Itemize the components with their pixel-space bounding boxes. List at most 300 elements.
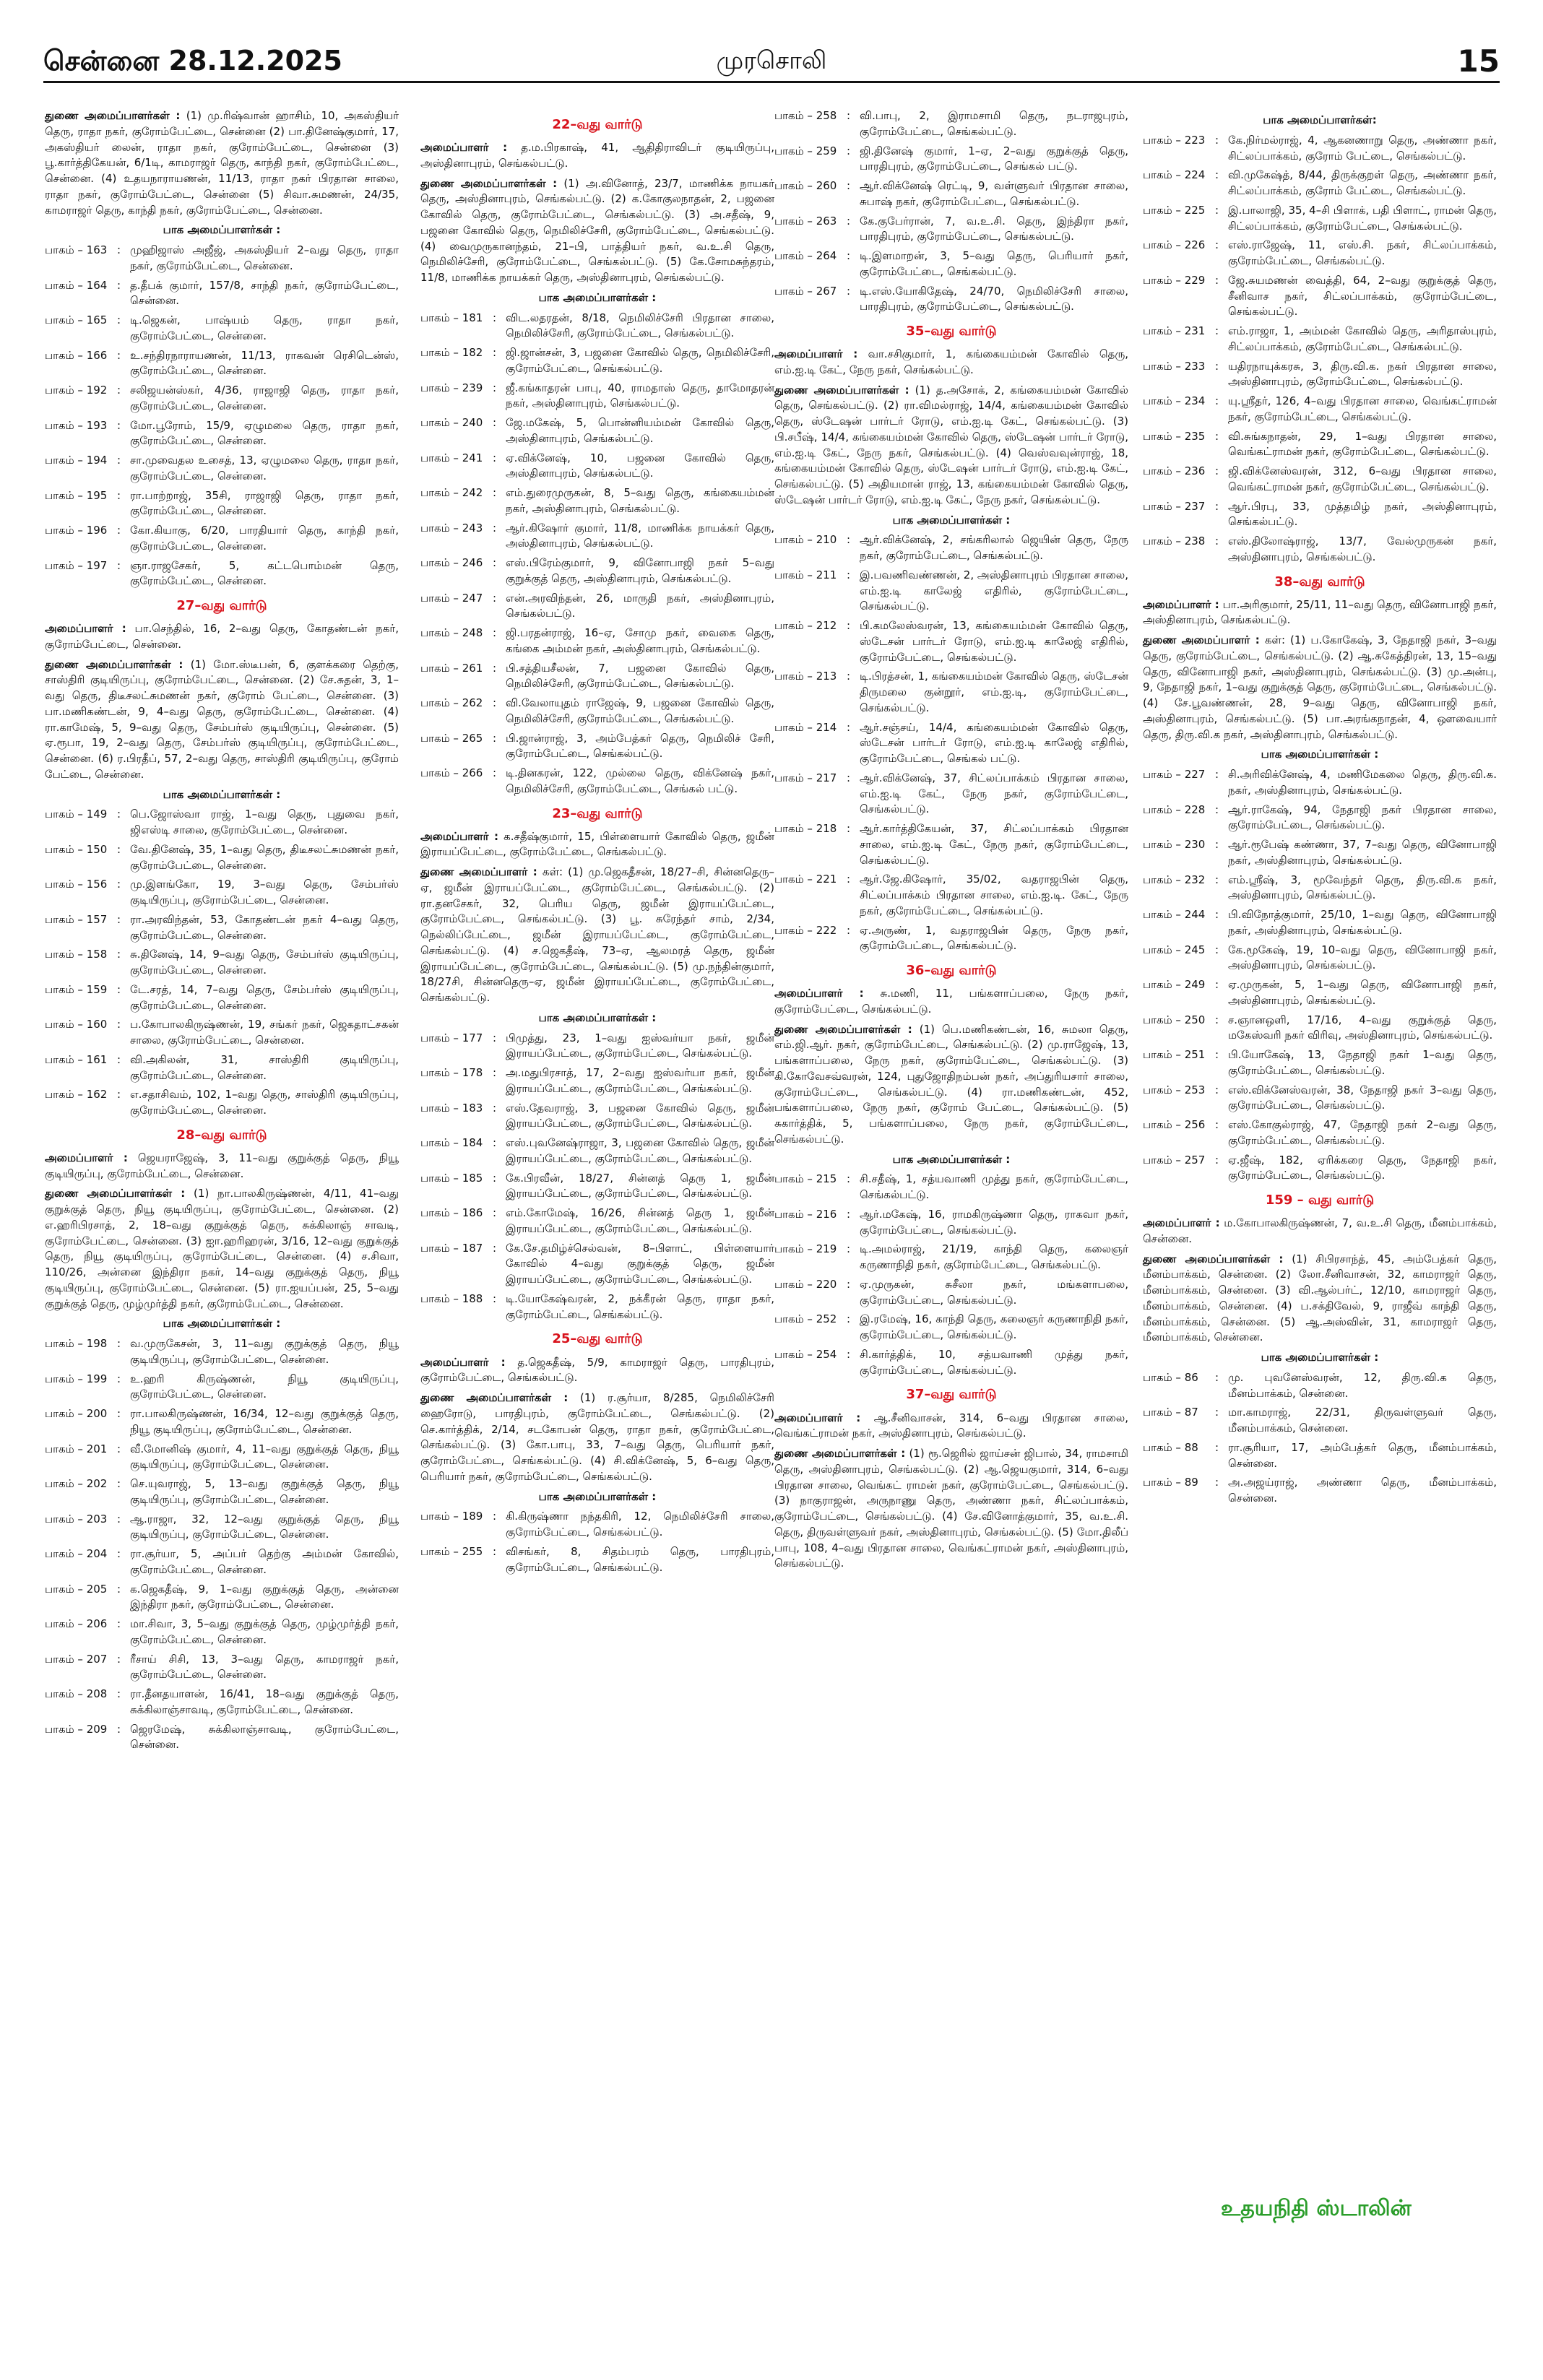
booth-number: பாகம் – 150 [45, 842, 108, 856]
newspaper-title: முரசொலி [716, 46, 827, 75]
booth-number: பாகம் – 204 [45, 1547, 108, 1561]
list-item [1143, 1083, 1497, 1115]
separator: : [1215, 1370, 1219, 1384]
member-details: ரீசாய் சிசி, 13, 3–வது தெரு, காமராஜர் நகர், குரோம்பேட்டை, சென்னை. [130, 1652, 399, 1682]
role-label: துணை அமைப்பாளர்கள் : [774, 1022, 912, 1036]
booth-number: பாகம் – 251 [1143, 1048, 1206, 1062]
booth-number: பாகம் – 267 [774, 284, 837, 298]
appointment-text: பா.செந்தில், 16, 2–வது தெரு, கோதண்டன் நகர், குரோம்பேட்டை, சென்னை. [45, 622, 399, 651]
separator: : [1215, 908, 1219, 922]
member-details: சா.முவைதல உசைத், 13, ஏழுமலை தெரு, ராதா நகர், குரோம்பேட்டை, சென்னை. [130, 454, 399, 483]
appointment-text: ம.கோபாலகிருஷ்ணன், 7, வ.உ.சி தெரு, மீனம்பாக்கம், சென்னை. [1143, 1216, 1497, 1245]
list-item [1143, 1405, 1497, 1437]
member-details: பி.ஜான்ராஜ், 3, அம்பேத்கர் தெரு, நெமிலிச் சேரி, குரோம்பேட்டை, செங்கல்பட்டு. [506, 731, 774, 761]
ward-heading: 25–வது வார்டு [552, 1331, 643, 1347]
separator: : [847, 873, 851, 886]
list-item [420, 626, 774, 657]
separator: : [847, 1242, 851, 1256]
list-item [420, 555, 774, 587]
column-1 [45, 108, 399, 1757]
list-item [420, 1509, 774, 1541]
booth-number: பாகம் – 161 [45, 1052, 108, 1066]
ward-heading: 37–வது வார்டு [906, 1387, 997, 1403]
booth-number: பாகம் – 258 [774, 109, 837, 122]
city-date: சென்னை 28.12.2025 [43, 45, 342, 77]
separator: : [847, 1312, 851, 1326]
booth-number: பாகம் – 194 [45, 454, 108, 467]
separator: : [847, 771, 851, 784]
appointment-text: கள்: (1) மு.ஜெகதீசன், 18/27–சி, சின்னதெரு–ஏ, ஜமீன் இராயப்பேட்டை, குரோம்பேட்டை, செங்கல்பட்டு. (2) ரா.தனசேகர், 32, பெரிய தெரு, ஜமீன் இராயப்பேட்டை, குரோம்பேட்டை, செங்கல்பட்டு. (3) பூ. சுரேந்தர் சாம், 2/34, நெல்லிப்பேட்டை, ஜமீன் இராயப்பேட்டை, குரோம்பேட்டை, செங்கல்பட்டு. (4) ச.ஜெகதீஷ், 73–ஏ, ஆலமரத் தெரு, ஜமீன் இராயப்பேட்டை, குரோம்பேட்டை, செங்கல்பட்டு. (5) மு.நந்தின்குமார், 18/27சி, சின்னதெரு–ஏ, ஜமீன் இராயப்பேட்டை, குரோம்பேட்டை, செங்கல்பட்டு. [420, 865, 775, 1005]
appointment-text: (1) அ.வினோத், 23/7, மாணிக்க நாயகர் தெரு, அஸ்தினாபுரம், செங்கல்பட்டு. (2) க.கோகுலநாதன், 2, பஜனை கோவில் தெரு, குரோம்பேட்டை, செங்கல்பட்டு. (3) அ.சதீஷ், 9, பஜனை கோவில் தெரு, நெமிலிச்சேரி, குரோம்பேட்டை, செங்கல்பட்டு. (4) வைமுருகானந்தம், 21–பி, பாத்தியர் நகர், வ.உ.சி தெரு, நெமிலிச்சேரி, குரோம்பேட்டை, செங்கல்பட்டு. (5) கே.சோமசுந்தரம், 11/8, மாணிக்க நாயக்கர் தெரு, அஸ்தினாபுரம், செங்கல்பட்டு. [420, 176, 774, 285]
separator: : [117, 384, 121, 397]
list-item [774, 1277, 1128, 1309]
separator: : [493, 556, 497, 570]
list-item [774, 1347, 1128, 1379]
list-item [1143, 238, 1497, 269]
list-item [420, 661, 774, 693]
member-details: ஆர்.ராகேஷ், 94, நேதாஜி நகர் பிரதான சாலை, குரோம்பேட்டை, செங்கல்பட்டு. [1228, 802, 1497, 832]
list-item [1143, 203, 1497, 235]
section-subheading: பாக அமைப்பாளர்கள் : [1261, 1351, 1379, 1364]
role-label: துணை அமைப்பாளர்கள் : [774, 383, 909, 397]
list-item [45, 912, 399, 944]
separator: : [1215, 1440, 1219, 1454]
booth-number: பாகம் – 208 [45, 1687, 108, 1701]
booth-number: பாகம் – 232 [1143, 873, 1206, 886]
separator: : [117, 1088, 121, 1102]
booth-number: பாகம் – 201 [45, 1442, 108, 1455]
role-label: துணை அமைப்பாளர்கள் : [420, 176, 558, 190]
list-item [420, 731, 774, 763]
section-subheading: பாக அமைப்பாளர்கள் : [892, 513, 1011, 527]
appointment-text: த.ஜெகதீஷ், 5/9, காமராஜர் தெரு, பாரதிபுரம், குரோம்பேட்டை, செங்கல்பட்டு. [420, 1355, 774, 1385]
appointment-text: வா.சசிகுமார், 1, கங்கையம்மன் கோவில் தெரு, எம்.ஐ.டி கேட், நேரு நகர், செங்கல்பட்டு. [774, 347, 1128, 376]
member-details: ரா.பாற்றாஜ், 35சி, ராஜாஜி தெரு, ராதா நகர், குரோம்பேட்டை, சென்னை. [130, 488, 399, 518]
list-item [1143, 907, 1497, 939]
separator: : [1215, 873, 1219, 886]
separator: : [117, 1652, 121, 1666]
separator: : [1215, 464, 1219, 477]
role-label: துணை அமைப்பாளர்கள் : [420, 1391, 569, 1405]
separator: : [493, 416, 497, 430]
member-details: த.தீபக் குமார், 157/8, சாந்தி நகர், குரோம்பேட்டை, சென்னை. [130, 278, 399, 308]
booth-number: பாகம் – 86 [1143, 1370, 1198, 1384]
list-item [45, 558, 399, 590]
list-item [45, 383, 399, 415]
separator: : [1215, 133, 1219, 147]
list-item [45, 1687, 399, 1718]
separator: : [117, 1512, 121, 1526]
separator: : [1215, 168, 1219, 182]
role-label: அமைப்பாளர் : [774, 987, 864, 1000]
member-details: மோ.பூரோம், 15/9, ஏழுமலை தெரு, ராதா நகர், குரோம்பேட்டை, சென்னை. [130, 418, 399, 448]
member-details: எஸ்.தேவராஜ், 3, பஜனை கோவில் தெரு, ஜமீன் இராயப்பேட்டை, குரோம்பேட்டை, செங்கல்பட்டு. [506, 1101, 774, 1130]
booth-number: பாகம் – 219 [774, 1242, 837, 1256]
member-details: சி.கார்த்திக், 10, சத்யவாணி முத்து நகர், குரோம்பேட்டை, செங்கல்பட்டு. [860, 1347, 1128, 1377]
booth-number: பாகம் – 248 [420, 626, 483, 640]
list-item [45, 1476, 399, 1508]
list-item [45, 1512, 399, 1544]
booth-number: பாகம் – 233 [1143, 359, 1206, 373]
separator: : [493, 381, 497, 394]
booth-number: பாகம் – 193 [45, 418, 108, 432]
member-details: ஆர்.விக்னேஷ் ரெட்டி, 9, வள்ளுவர் பிரதான சாலை, சுபாஷ் நகர், குரோம்பேட்டை, செங்கல்பட்டு. [860, 179, 1128, 208]
separator: : [493, 1510, 497, 1523]
booth-number: பாகம் – 196 [45, 524, 108, 537]
list-item [1143, 324, 1497, 355]
member-details: டே.சரத், 14, 7–வது தெரு, சேம்பர்ஸ் குடியிருப்பு, குரோம்பேட்டை, சென்னை. [130, 982, 399, 1012]
member-details: ஆர்.கிஷோர் குமார், 11/8, மாணிக்க நாயக்கர் தெரு, அஸ்தினாபுரம், செங்கல்பட்டு. [506, 521, 774, 550]
appointment-text: க.சதீஷ்குமார், 15, பிள்ளையார் கோவில் தெரு, ஜமீன் இராயப்பேட்டை, குரோம்பேட்டை, செங்கல்பட்டு. [420, 829, 774, 859]
section-subheading: பாக அமைப்பாளர்கள் : [892, 1152, 1011, 1166]
separator: : [493, 591, 497, 605]
member-details: சு.தினேஷ், 14, 9–வது தெரு, சேம்பர்ஸ் குடியிருப்பு, குரோம்பேட்டை, சென்னை. [130, 948, 399, 977]
list-item [1143, 133, 1497, 165]
list-item [45, 523, 399, 555]
list-item [774, 144, 1128, 176]
separator: : [117, 842, 121, 856]
list-item [45, 418, 399, 450]
list-item [774, 872, 1128, 919]
list-item [774, 771, 1128, 818]
list-item [774, 669, 1128, 716]
separator: : [847, 214, 851, 228]
appointment-text: ஜெயராஜேஷ், 3, 11–வது குறுக்குத் தெரு, நியூ குடியிருப்பு, குரோம்பேட்டை, சென்னை. [45, 1151, 399, 1180]
member-details: செ.யுவராஜ், 5, 13–வது குறுக்குத் தெரு, நியூ குடியிருப்பு, குரோம்பேட்டை, சென்னை. [130, 1477, 399, 1506]
list-item [774, 248, 1128, 280]
list-item [1143, 534, 1497, 566]
booth-number: பாகம் – 187 [420, 1241, 483, 1255]
booth-number: பாகம் – 259 [774, 144, 837, 157]
booth-number: பாகம் – 156 [45, 878, 108, 891]
appointment-paragraph [45, 108, 399, 218]
member-details: வி.வேலாயுதம் ராஜேஷ், 9, பஜனை கோவில் தெரு, நெமிலிச்சேரி, குரோம்பேட்டை, செங்கல்பட்டு. [506, 696, 774, 725]
separator: : [117, 454, 121, 467]
separator: : [1215, 943, 1219, 956]
ward-heading: 36–வது வார்டு [906, 963, 997, 979]
page-number: 15 [1457, 43, 1500, 79]
booth-number: பாகம் – 262 [420, 696, 483, 710]
separator: : [117, 982, 121, 996]
list-item [1143, 273, 1497, 320]
appointment-text: (1) சிபிரசாந்த், 45, அம்பேத்கர் தெரு, மீனம்பாக்கம், சென்னை. (2) லோ.சீனிவாசன், 32, காமராஜர் தெரு, மீனம்பாக்கம், சென்னை. (3) வி.ஆல்பர்ட், 12/10, காமராஜர் தெரு, மீனம்பாக்கம், சென்னை. (4) ப.சக்திவேல், 9, ராஜீவ் காந்தி தெரு, மீனம்பாக்கம், சென்னை. (5) ஆ.அஸ்வின், 31, காமராஜர் தெரு, மீனம்பாக்கம், சென்னை. [1143, 1252, 1497, 1344]
separator: : [1215, 1476, 1219, 1489]
booth-number: பாகம் – 222 [774, 923, 837, 937]
booth-number: பாகம் – 246 [420, 556, 483, 570]
appointment-text: (1) ரூ.ஜெரில் ஜாய்சன் ஜிபால், 34, ராமசாமி தெரு, அஸ்தினாபுரம், செங்கல்பட்டு. (2) ஆ.ஜெயகுமார், 314, 6–வது பிரதான சாலை, வெங்கட் ராமன் நகர், குரோம்பேட்டை, செங்கல்பட்டு. (3) நாகுராஜன், அருநாணு தெரு, அண்ணா நகர், சிட்லப்பாக்கம், குரோம்பேட்டை, செங்கல்பட்டு. (4) சே.வினோத்குமார், 35, வ.உ.சி. தெரு, திருவள்ளுவர் நகர், அஸ்தினாபுரம், செங்கல்பட்டு. (5) மோ.திலீப் பாபு, 108, 4–வது பிரதான சாலை, வெங்கட்ராமன் நகர், அஸ்தினாபுரம், செங்கல்பட்டு. [774, 1447, 1128, 1570]
list-item [774, 821, 1128, 868]
separator: : [117, 313, 121, 326]
booth-number: பாகம் – 182 [420, 346, 483, 360]
list-item [420, 451, 774, 483]
appointment-paragraph [420, 176, 774, 286]
member-details: வி.சுங்கநாதன், 29, 1–வது பிரதான சாலை, வெங்கட்ராமன் நகர், குரோம்பேட்டை, செங்கல்பட்டு. [1228, 429, 1497, 459]
appointment-paragraph [45, 657, 399, 783]
list-item [1143, 1013, 1497, 1044]
member-details: வீ.மோனிஷ் குமார், 4, 11–வது குறுக்குத் தெரு, நியூ குடியிருப்பு, குரோம்பேட்டை, சென்னை. [130, 1442, 399, 1471]
column-4 [1143, 108, 1497, 1510]
separator: : [847, 568, 851, 581]
section-subheading: பாக அமைப்பாளர்கள் : [1261, 748, 1379, 761]
separator: : [847, 1277, 851, 1291]
list-item [1143, 1047, 1497, 1079]
separator: : [117, 808, 121, 821]
appointment-text: சு.மணி, 11, பங்களாப்பலை, நேரு நகர், குரோம்பேட்டை, செங்கல்பட்டு. [774, 987, 1128, 1016]
separator: : [493, 1241, 497, 1255]
list-item [1143, 168, 1497, 199]
booth-number: பாகம் – 181 [420, 311, 483, 324]
member-details: ஜி.ஜான்சன், 3, பஜனை கோவில் தெரு, நெமிலிச்சேரி, குரோம்பேட்டை, செங்கல்பட்டு. [506, 346, 774, 375]
page-header [43, 45, 1500, 83]
booth-number: பாகம் – 215 [774, 1172, 837, 1186]
booth-number: பாகம் – 234 [1143, 394, 1206, 407]
list-item [420, 1544, 774, 1576]
booth-number: பாகம் – 189 [420, 1510, 483, 1523]
booth-number: பாகம் – 177 [420, 1031, 483, 1044]
member-details: முஹிஜாஸ் அஜீஜ், அகஸ்தியர் 2–வது தெரு, ராதா நகர், குரோம்பேட்டை, சென்னை. [130, 243, 399, 272]
separator: : [847, 619, 851, 633]
booth-number: பாகம் – 263 [774, 214, 837, 228]
list-item [45, 1582, 399, 1614]
booth-number: பாகம் – 216 [774, 1207, 837, 1221]
role-label: துணை அமைப்பாளர் : [1143, 633, 1260, 647]
member-details: ஞா.ராஜசேகர், 5, கட்டபொம்மன் தெரு, குரோம்பேட்டை, சென்னை. [130, 558, 399, 588]
member-details: உ.ஹரி கிருஷ்ணன், நியூ குடியிருப்பு, குரோம்பேட்டை, சென்னை. [130, 1372, 399, 1401]
member-details: ரா.அரவிந்தன், 53, கோதண்டன் நகர் 4–வது தெரு, குரோம்பேட்டை, சென்னை. [130, 912, 399, 942]
separator: : [847, 1347, 851, 1361]
member-details: மு. புவனேஸ்வரன், 12, திரு.வி.க தெரு, மீனம்பாக்கம், சென்னை. [1228, 1370, 1497, 1400]
appointment-text: த.ம.பிரகாஷ், 41, ஆதிதிராவிடர் குடியிருப்பு, அஸ்தினாபுரம், செங்கல்பட்டு. [420, 141, 774, 170]
member-details: கி.கிருஷ்ணா நந்தகிரி, 12, நெமிலிச்சேரி சாலை, குரோம்பேட்டை, செங்கல்பட்டு. [506, 1510, 774, 1539]
list-item [1143, 1117, 1497, 1149]
list-item [1143, 943, 1497, 974]
booth-number: பாகம் – 244 [1143, 908, 1206, 922]
list-item [420, 521, 774, 553]
member-details: கே.குபேர்ரான், 7, வ.உ.சி. தெரு, இந்திரா நகர், பாரதிபுரம், குரோம்பேட்டை, செங்கல்பட்டு. [860, 214, 1128, 243]
separator: : [1215, 203, 1219, 217]
member-details: பிமுத்து, 23, 1–வது ஐஸ்வர்யா நகர், ஜமீன் இராயப்பேட்டை, குரோம்பேட்டை, செங்கல்பட்டு. [506, 1031, 774, 1060]
section-subheading: பாக அமைப்பாளர்கள்: [1263, 113, 1377, 126]
list-item [45, 453, 399, 485]
member-details: யதிரநாயுக்கரசு, 3, திரு.வி.க. நகர் பிரதான சாலை, அஸ்தினாபுரம், குரோம்பேட்டை, செங்கல்பட்டு. [1228, 359, 1497, 389]
list-item [45, 348, 399, 380]
separator: : [117, 1407, 121, 1421]
appointment-paragraph [420, 865, 774, 1006]
member-details: எஸ்.கோகுல்ராஜ், 47, நேதாஜி நகர் 2–வது தெரு, குரோம்பேட்டை, செங்கல்பட்டு. [1228, 1118, 1497, 1147]
member-details: ரா.சூரியா, 17, அம்பேத்கர் தெரு, மீனம்பாக்கம், சென்னை. [1228, 1440, 1497, 1470]
role-label: அமைப்பாளர் : [774, 347, 858, 361]
member-details: மா.காமராஜ், 22/31, திருவள்ளுவர் தெரு, மீனம்பாக்கம், சென்னை. [1228, 1406, 1497, 1435]
list-item [774, 214, 1128, 246]
separator: : [117, 878, 121, 891]
member-details: மு.இளங்கோ, 19, 3–வது தெரு, சேம்பர்ஸ் குடியிருப்பு, குரோம்பேட்டை, சென்னை. [130, 878, 399, 907]
appointment-paragraph [1143, 1216, 1497, 1247]
role-label: துணை அமைப்பாளர்கள் : [1143, 1252, 1284, 1265]
separator: : [117, 1442, 121, 1455]
booth-number: பாகம் – 207 [45, 1652, 108, 1666]
appointment-paragraph [774, 1022, 1128, 1148]
list-item [1143, 1475, 1497, 1507]
separator: : [1215, 838, 1219, 852]
ward-heading: 28–வது வார்டு [176, 1127, 267, 1143]
separator: : [847, 1207, 851, 1221]
list-item [1143, 429, 1497, 461]
booth-number: பாகம் – 195 [45, 488, 108, 502]
role-label: துணை அமைப்பாளர்கள் : [45, 1187, 186, 1200]
list-item [420, 1135, 774, 1167]
appointment-paragraph [45, 1186, 399, 1312]
ward-heading: 159 – வது வார்டு [1265, 1193, 1375, 1208]
booth-number: பாகம் – 206 [45, 1617, 108, 1631]
booth-number: பாகம் – 213 [774, 670, 837, 683]
booth-number: பாகம் – 186 [420, 1206, 483, 1220]
separator: : [493, 346, 497, 360]
list-item [1143, 802, 1497, 834]
booth-number: பாகம் – 162 [45, 1088, 108, 1102]
member-details: ரா.பாலகிருஷ்ணன், 16/34, 12–வது குறுக்குத் தெரு, நியூ குடியிருப்பு, குரோம்பேட்டை, சென்னை. [130, 1407, 399, 1436]
separator: : [847, 822, 851, 836]
separator: : [1215, 499, 1219, 513]
appointment-text: கள்: (1) ப.கோகேஷ், 3, நேதாஜி நகர், 3–வது தெரு, குரோம்பேட்டை, செங்கல்பட்டு. (2) ஆ.சுகேத்திரன், 13, 15–வது தெரு, வினோபாஜி நகர், அஸ்தினாபுரம், செங்கல்பட்டு. (3) மு.அன்பு, 9, நேதாஜி நகர், 1–வது குறுக்குத் தெரு, குரோம்பேட்டை, செங்கல்பட்டு. (4) சே.பூவண்ணன், 28, 9–வது தெரு, வினோபாஜி நகர், அஸ்தினாபுரம், செங்கல்பட்டு. (5) பா.அரங்கநாதன், 4, ஔவையார் தெரு, திரு.வி.க நகர், அஸ்தினாபுரம், செங்கல்பட்டு. [1143, 633, 1497, 741]
member-details: மா.சிவா, 3, 5–வது குறுக்குத் தெரு, முழ்முர்த்தி நகர், குரோம்பேட்டை, சென்னை. [130, 1617, 399, 1646]
booth-number: பாகம் – 202 [45, 1477, 108, 1491]
member-details: டி.ஜெகன், பாஷ்யம் தெரு, ராதா நகர், குரோம்பேட்டை, சென்னை. [130, 313, 399, 342]
member-details: சி.அரிவிக்னேஷ், 4, மணிமேகலை தெரு, திரு.வி.க. நகர், அஸ்தினாபுரம், செங்கல்பட்டு. [1228, 768, 1497, 797]
separator: : [1215, 978, 1219, 992]
ward-heading: 23–வது வார்டு [552, 805, 643, 821]
separator: : [493, 521, 497, 535]
separator: : [847, 533, 851, 547]
list-item [45, 807, 399, 839]
member-details: டி.பிரத்சன், 1, கங்கையம்மன் கோவில் தெரு, ஸ்டேசன் திருமலை குன்றூர், எம்.ஐ.டி, குரோம்பேட்டை, செங்கல்பட்டு. [860, 670, 1128, 714]
member-details: ஆர்.ஜே.கிஷோர், 35/02, வதராஜபின் தெரு, சிட்லப்பாக்கம் பிரதான சாலை, எம்.ஐ.டி. கேட், நேரு நகர், குரோம்பேட்டை, செங்கல்பட்டு. [860, 873, 1128, 917]
list-item [45, 1336, 399, 1368]
separator: : [493, 486, 497, 500]
member-details: எஸ்.புவனேஷ்ராஜா, 3, பஜனை கோவில் தெரு, ஜமீன் இராயப்பேட்டை, குரோம்பேட்டை, செங்கல்பட்டு. [506, 1136, 774, 1165]
separator: : [1215, 238, 1219, 252]
appointment-text: பா.அரிகுமார், 25/11, 11–வது தெரு, வினோபாஜி நகர், அஸ்தினாபுரம், செங்கல்பட்டு. [1143, 597, 1497, 627]
separator: : [493, 1101, 497, 1115]
appointment-text: (1) ர.சூர்யா, 8/285, நெமிலிச்சேரி ஹைரோடு, பாரதிபுரம், குரோம்பேட்டை, செங்கல்பட்டு. (2) செ.கார்த்திக், 2/14, சடகோபன் தெரு, ராதா நகர், குரோம்பேட்டை, செங்கல்பட்டு. (3) கோ.பாபு, 33, 7–வது தெரு, பெரியார் நகர், குரோம்பேட்டை, செங்கல்பட்டு. (4) சி.விக்னேஷ், 5, 6–வது தெரு, பெரியார் நகர், குரோம்பேட்டை, செங்கல்பட்டு. [420, 1391, 774, 1483]
list-item [45, 842, 399, 874]
member-details: அ.மதுபிரசாத், 17, 2–வது ஐஸ்வர்யா நகர், ஜமீன் இராயப்பேட்டை, குரோம்பேட்டை, செங்கல்பட்டு. [506, 1066, 774, 1095]
member-details: எம்.துரைமுருகன், 8, 5–வது தெரு, கங்கையம்மன் நகர், அஸ்தினாபுரம், செங்கல்பட்டு. [506, 486, 774, 515]
separator: : [847, 144, 851, 157]
ward-heading: 35–வது வார்டு [906, 324, 997, 339]
section-subheading: பாக அமைப்பாளர்கள் : [538, 1011, 657, 1024]
member-details: எஸ்.திலோஷ்ராஜ், 13/7, வேல்முருகன் நகர், அஸ்தினாபுரம், செங்கல்பட்டு. [1228, 535, 1497, 563]
separator: : [117, 1052, 121, 1066]
separator: : [117, 1477, 121, 1491]
member-details: சலிஜயன்ஸ்கர், 4/36, ராஜாஜி தெரு, ராதா நகர், குரோம்பேட்டை, சென்னை. [130, 384, 399, 412]
role-label: அமைப்பாளர் : [420, 141, 508, 155]
separator: : [493, 1291, 497, 1305]
booth-number: பாகம் – 240 [420, 416, 483, 430]
list-item [45, 243, 399, 274]
member-details: என்.அரவிந்தன், 26, மாருதி நகர், அஸ்தினாபுரம், செங்கல்பட்டு. [506, 591, 774, 620]
separator: : [847, 1172, 851, 1186]
separator: : [1215, 1083, 1219, 1096]
role-label: துணை அமைப்பாளர்கள் : [45, 109, 181, 122]
member-details: வ.முருகேசன், 3, 11–வது குறுக்குத் தெரு, நியூ குடியிருப்பு, குரோம்பேட்டை, சென்னை. [130, 1337, 399, 1366]
list-item [420, 381, 774, 412]
booth-number: பாகம் – 255 [420, 1544, 483, 1558]
list-item [45, 1052, 399, 1084]
booth-number: பாகம் – 223 [1143, 133, 1206, 147]
section-subheading: பாக அமைப்பாளர்கள் : [163, 1317, 281, 1330]
list-item [420, 1031, 774, 1063]
list-item [1143, 767, 1497, 799]
member-details: டி.இளமாறன், 3, 5–வது தெரு, பெரியார் நகர், குரோம்பேட்டை, செங்கல்பட்டு. [860, 249, 1128, 278]
list-item [420, 766, 774, 797]
list-item [420, 311, 774, 342]
list-item [1143, 1153, 1497, 1185]
separator: : [117, 1722, 121, 1736]
separator: : [117, 1018, 121, 1031]
member-details: கே.சே.தமிழ்ச்செல்வன், 8–பிளாட், பிள்ளையார் கோவில் 4–வது குறுக்குத் தெரு, ஜமீன் இராயப்பேட்டை, குரோம்பேட்டை, செங்கல்பட்டு. [506, 1241, 774, 1286]
member-details: க.ஜெகதீஷ், 9, 1–வது குறுக்குத் தெரு, அன்னை இந்திரா நகர், குரோம்பேட்டை, சென்னை. [130, 1582, 399, 1611]
member-details: ஆர்.ரூபேஷ் கண்ணா, 37, 7–வது தெரு, வினோபாஜி நகர், அஸ்தினாபுரம், செங்கல்பட்டு. [1228, 838, 1497, 867]
appointment-text: (1) நா.பாலகிருஷ்ணன், 4/11, 41–வது குறுக்குத் தெரு, நியூ குடியிருப்பு, குரோம்பேட்டை, சென்னை. (2) எ.ஹரிபிரசாத், 2, 18–வது குறுக்குத் தெரு, சுக்கிலாஞ் சாவடி, குரோம்பேட்டை, சென்னை. (3) ஐா.ஹரிஹரன், 3/16, 12–வது குறுக்குத் தெரு, நியூ குடியிருப்பு, குரோம்பேட்டை, சென்னை. (4) ச.சிவா, 110/26, அன்னை இந்திரா நகர், 14–வது குறுக்குத் தெரு, நியூ குடியிருப்பு, குரோம்பேட்டை, சென்னை. (5) ரா.ஐயப்பன், 25, 5–வது குறுக்குத் தெரு, முழ்முர்த்தி நகர், குரோம்பேட்டை, சென்னை. [45, 1187, 399, 1310]
separator: : [493, 1031, 497, 1044]
list-item [774, 284, 1128, 316]
ward-heading: 22–வது வார்டு [552, 117, 643, 132]
list-item [1143, 1370, 1497, 1402]
list-item [1143, 837, 1497, 869]
appointment-paragraph [774, 383, 1128, 509]
member-details: ஜி.பரதன்ராஜ், 16–ஏ, சோமு நகர், வைகை தெரு, கங்கை அம்மன் நகர், அஸ்தினாபுரம், செங்கல்பட்டு. [506, 626, 774, 655]
separator: : [493, 1206, 497, 1220]
separator: : [1215, 768, 1219, 782]
separator: : [117, 524, 121, 537]
member-details: எம்.ஸ்ரீஷ், 3, மூவேந்தர் தெரு, திரு.வி.க நகர், அஸ்தினாபுரம், செங்கல்பட்டு. [1228, 873, 1497, 902]
appointment-paragraph [1143, 597, 1497, 629]
list-item [1143, 1440, 1497, 1472]
separator: : [847, 284, 851, 298]
role-label: துணை அமைப்பாளர்கள் : [774, 1447, 906, 1461]
booth-number: பாகம் – 226 [1143, 238, 1206, 252]
separator: : [117, 278, 121, 292]
booth-number: பாகம் – 221 [774, 873, 837, 886]
booth-number: பாகம் – 224 [1143, 168, 1206, 182]
member-details: எம்.ராஜா, 1, அம்மன் கோவில் தெரு, அரிதாஸ்புரம், சிட்லப்பாக்கம், குரோம்பேட்டை, செங்கல்பட்டு. [1228, 324, 1497, 353]
list-item [45, 1372, 399, 1403]
booth-number: பாகம் – 261 [420, 661, 483, 675]
booth-number: பாகம் – 214 [774, 720, 837, 734]
booth-number: பாகம் – 230 [1143, 838, 1206, 852]
separator: : [847, 109, 851, 122]
list-item [45, 1406, 399, 1438]
member-details: ரா.சூர்யா, 5, அப்பர் தெற்கு அம்மன் கோவில், குரோம்பேட்டை, சென்னை. [130, 1547, 399, 1576]
list-item [45, 1652, 399, 1684]
role-label: துணை அமைப்பாளர் : [420, 865, 537, 879]
booth-number: பாகம் – 229 [1143, 273, 1206, 287]
list-item [420, 485, 774, 517]
appointment-paragraph [1143, 1252, 1497, 1346]
booth-number: பாகம் – 249 [1143, 978, 1206, 992]
member-details: டி.யோகேஷ்வரன், 2, நக்கீரன் தெரு, ராதா நகர், குரோம்பேட்டை, செங்கல்பட்டு. [506, 1291, 774, 1321]
booth-number: பாகம் – 165 [45, 313, 108, 326]
separator: : [847, 179, 851, 192]
booth-number: பாகம் – 149 [45, 808, 108, 821]
role-label: அமைப்பாளர் : [420, 829, 499, 843]
role-label: அமைப்பாளர் : [45, 1151, 128, 1164]
appointment-text: (1) மு.ரிஷ்வான் ஹாசிம், 10, அகஸ்தியர் தெரு, ராதா நகர், குரோம்பேட்டை, சென்னை (2) பா.தினேஷ்குமார், 17, அகஸ்தியர் லைன், ராதா நகர், குரோம்பேட்டை, சென்னை (3) பூ.கார்த்திகேயன், 6/1டி, காமராஜர் தெரு, காந்தி நகர், குரோம்பேட்டை, சென்னை. (4) உதயநாராயணன், 11/13, ராதா நகர் பிரதான சாலை, ராதா நகர், குரோம்பேட்டை, சென்னை (5) சிவா.சுமணன், 24/35, காமராஜர் தெரு, காந்தி நகர், குரோம்பேட்டை, சென்னை. [45, 109, 399, 217]
booth-number: பாகம் – 247 [420, 591, 483, 605]
list-item [420, 1101, 774, 1133]
member-details: எம்.கோமேஷ், 16/26, சின்னத் தெரு 1, ஜமீன் இராயப்பேட்டை, குரோம்பேட்டை, செங்கல்பட்டு. [506, 1206, 774, 1235]
member-details: உ.சந்திரநாராயணன், 11/13, ராகவன் ரெசிடென்ஸ், குரோம்பேட்டை, சென்னை. [130, 348, 399, 378]
